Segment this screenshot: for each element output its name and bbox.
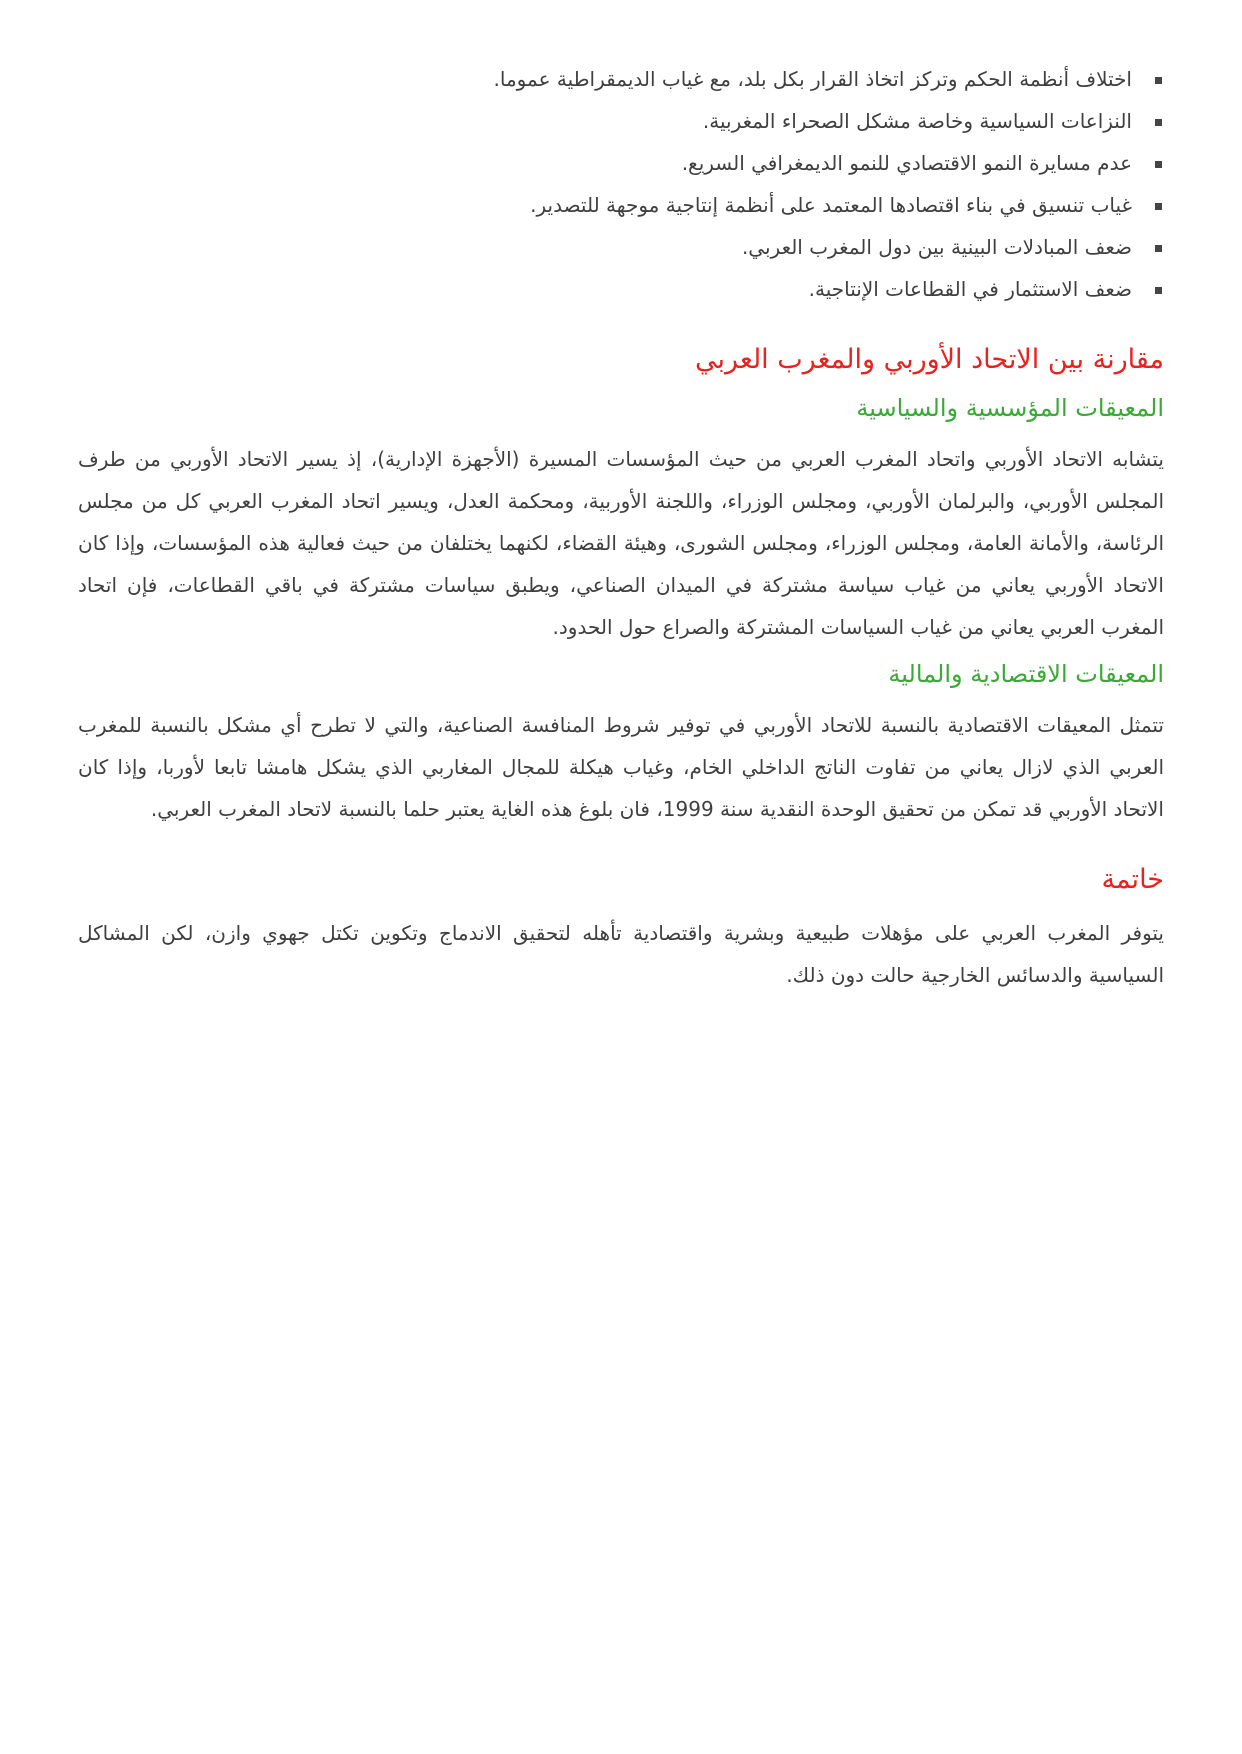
list-item: [78, 226, 1132, 268]
list-item-text: ضعف الاستثمار في القطاعات الإنتاجية.: [808, 277, 1132, 301]
square-bullet-icon: [1155, 287, 1162, 294]
list-item-text: ضعف المبادلات البينية بين دول المغرب العربي.: [741, 235, 1132, 259]
list-item: [78, 58, 1132, 100]
list-item-text: غياب تنسيق في بناء اقتصادها المعتمد على أنظمة إنتاجية موجهة للتصدير.: [530, 193, 1132, 217]
obstacles-list: [78, 58, 1164, 310]
economic-obstacles-heading: المعيقات الاقتصادية والمالية: [888, 660, 1164, 688]
list-item-text: اختلاف أنظمة الحكم وتركز اتخاذ القرار بكل بلد، مع غياب الديمقراطية عموما.: [493, 67, 1132, 91]
list-item-text: عدم مسايرة النمو الاقتصادي للنمو الديمغرافي السريع.: [681, 151, 1132, 175]
list-item-text: النزاعات السياسية وخاصة مشكل الصحراء المغربية.: [702, 109, 1132, 133]
institutional-obstacles-paragraph: يتشابه الاتحاد الأوربي واتحاد المغرب العربي من حيث المؤسسات المسيرة (الأجهزة الإدارية)، إذ يسير الاتحاد الأوربي من طرف المجلس الأوربي، والبرلمان الأوربي، ومجلس الوزراء، واللجنة الأوربية، ومحكمة العدل، ويسير اتحاد المغرب العربي كل من مجلس الرئاسة، والأمانة العامة، ومجلس الوزراء، ومجلس الشورى، وهيئة القضاء، لكنهما يختلفان من حيث فعالية هذه المؤسسات، وإذا كان الاتحاد الأوربي يعاني من غياب سياسة مشتركة في الميدان الصناعي، ويطبق سياسات مشتركة في باقي القطاعات، فإن اتحاد المغرب العربي يعاني من غياب السياسات المشتركة والصراع حول الحدود.: [78, 447, 1164, 639]
list-item: [78, 100, 1132, 142]
square-bullet-icon: [1155, 161, 1162, 168]
list-item: [78, 142, 1132, 184]
square-bullet-icon: [1155, 119, 1162, 126]
square-bullet-icon: [1155, 245, 1162, 252]
document-page: [78, 58, 1164, 996]
institutional-obstacles-heading: المعيقات المؤسسية والسياسية: [856, 394, 1164, 422]
square-bullet-icon: [1155, 77, 1162, 84]
economic-obstacles-paragraph: تتمثل المعيقات الاقتصادية بالنسبة للاتحاد الأوربي في توفير شروط المنافسة الصناعية، والتي لا تطرح أي مشكل بالنسبة للمغرب العربي الذي لازال يعاني من تفاوت الناتج الداخلي الخام، وغياب هيكلة للمجال المغاربي الذي يشكل هامشا تابعا لأوربا، وإذا كان الاتحاد الأوربي قد تمكن من تحقيق الوحدة النقدية سنة 1999، فان بلوغ هذه الغاية يعتبر حلما بالنسبة لاتحاد المغرب العربي.: [78, 713, 1164, 821]
conclusion-paragraph: يتوفر المغرب العربي على مؤهلات طبيعية وبشرية واقتصادية تأهله لتحقيق الاندماج وتكوين تكتل جهوي وازن، لكن المشاكل السياسية والدسائس الخارجية حالت دون ذلك.: [78, 921, 1164, 987]
conclusion-heading: خاتمة: [1101, 864, 1164, 895]
square-bullet-icon: [1155, 203, 1162, 210]
comparison-heading: مقارنة بين الاتحاد الأوربي والمغرب العربي: [695, 344, 1164, 375]
list-item: [78, 184, 1132, 226]
list-item: [78, 268, 1132, 310]
